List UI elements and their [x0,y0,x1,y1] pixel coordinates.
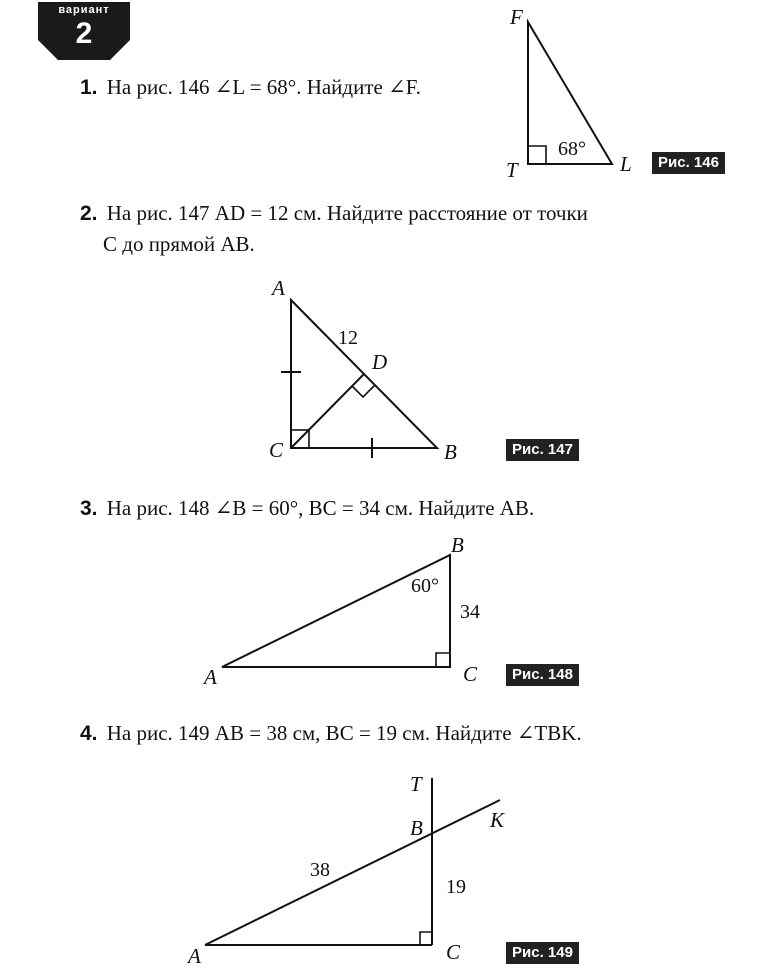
fig147-label-d: D [372,350,388,374]
task-2-text-line2: C до прямой AB. [103,232,255,256]
figure-149-drawing [205,778,500,945]
fig149-length-bc: 19 [446,876,466,898]
fig146-label-l: L [620,152,632,176]
figure-148-drawing [222,555,450,667]
fig148-label-b: B [451,533,464,557]
task-1-text: На рис. 146 ∠L = 68°. Найдите ∠F. [106,75,421,99]
fig149-label-b: B [410,816,423,840]
task-2-text-line1: На рис. 147 AD = 12 см. Найдите расстояние от точки [106,201,588,225]
figure-147-drawing [281,300,437,458]
fig149-label-a: A [188,944,201,968]
fig148-angle-value: 60° [411,575,439,597]
fig146-label-t: T [506,158,518,182]
variant-number: 2 [75,17,93,50]
task-2-number: 2. [80,202,98,225]
fig147-length-ad: 12 [338,327,358,349]
fig146-label-f: F [510,5,523,29]
fig149-label-c: C [446,940,461,964]
fig147-label-a: A [272,276,285,300]
fig149-label-t: T [410,772,422,796]
task-3-text: На рис. 148 ∠B = 60°, BC = 34 см. Найдите AB. [106,496,535,520]
fig148-caption: Рис. 148 [506,664,579,686]
fig148-label-c: C [463,662,478,686]
fig149-caption: Рис. 149 [506,942,579,964]
fig146-caption: Рис. 146 [652,152,725,174]
fig147-label-b: B [444,440,457,464]
fig147-label-c: C [269,438,284,462]
fig148-length-bc: 34 [460,601,480,623]
fig147-caption: Рис. 147 [506,439,579,461]
fig149-length-ab: 38 [310,859,330,881]
variant-label: вариант [58,4,110,16]
task-4-text: На рис. 149 AB = 38 см, BC = 19 см. Найдите ∠TBK. [106,721,582,745]
fig149-label-k: K [490,808,505,832]
fig148-label-a: A [204,665,217,689]
task-3-number: 3. [80,497,98,520]
fig146-angle-value: 68° [558,138,586,160]
task-4-number: 4. [80,722,98,745]
task-1-number: 1. [80,76,98,99]
